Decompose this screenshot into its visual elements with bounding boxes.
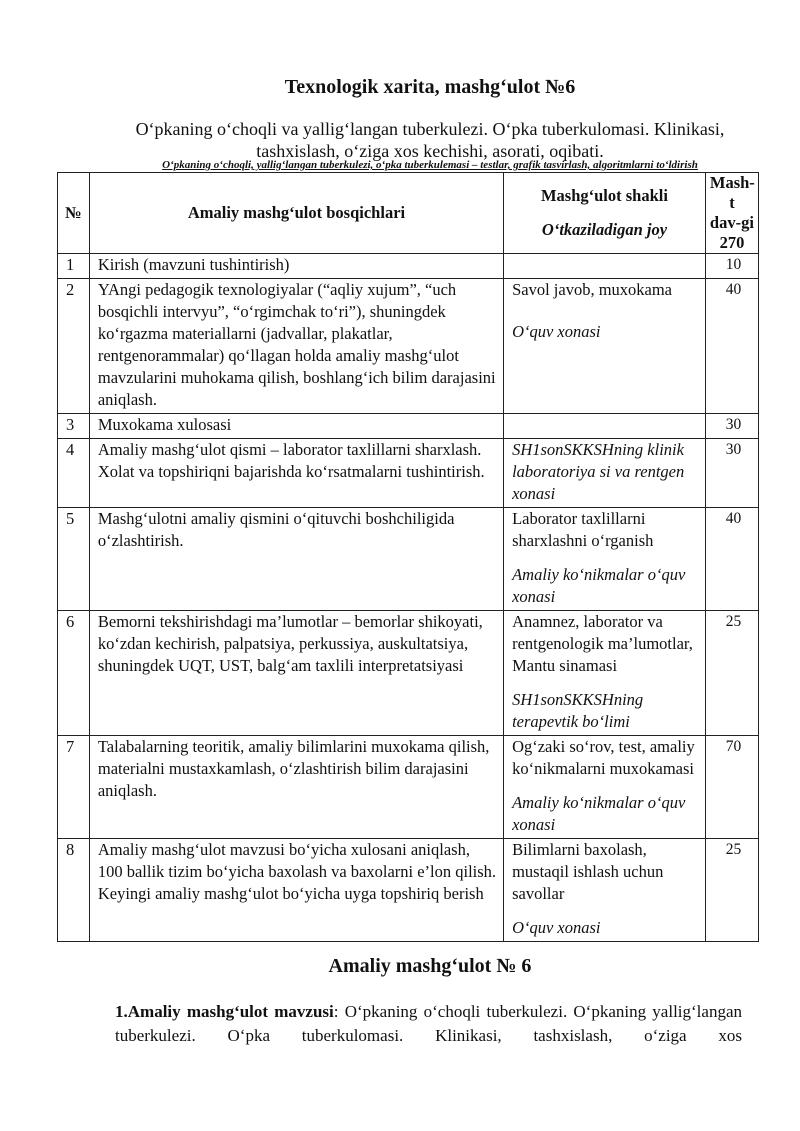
row-form-text: Savol javob, muxokama xyxy=(512,280,673,299)
row-stage: Amaliy mashg‘ulot mavzusi bo‘yicha xulosani aniqlash, 100 ballik tizim bo‘yicha baxolash va baxolarni e’lon qilish. Keyingi amaliy mashg‘ulot bo‘yicha uyga topshiriq berish xyxy=(89,839,503,942)
row-stage: Muxokama xulosasi xyxy=(89,414,503,439)
row-time: 70 xyxy=(705,736,758,839)
table-row xyxy=(58,279,759,414)
header-form xyxy=(504,173,706,254)
row-form xyxy=(504,254,706,279)
header-time xyxy=(705,173,758,254)
row-stage: Bemorni tekshirishdagi ma’lumotlar – bemorlar shikoyati, ko‘zdan kechirish, palpatsiya, perkussiya, auskultatsiya, shuningdek UQT, UST, balg‘am taxlili interpretatsiyasi xyxy=(89,611,503,736)
table-row xyxy=(58,611,759,736)
row-time: 25 xyxy=(705,839,758,942)
topic-label: 1.Amaliy mashg‘ulot mavzusi xyxy=(115,1002,334,1021)
row-place: SH1sonSKKSHning klinik laboratoriya si va rentgen xonasi xyxy=(512,440,685,503)
row-time: 30 xyxy=(705,439,758,508)
page-subtitle: O‘pkaning o‘choqli va yallig‘langan tuberkulezi. O‘pka tuberkulomasi. Klinikasi, tashxislash, o‘ziga xos kechishi, asorati, oqibati. xyxy=(135,119,725,161)
row-num: 2 xyxy=(58,279,90,414)
row-form xyxy=(504,414,706,439)
row-form xyxy=(504,736,706,839)
table-row xyxy=(58,839,759,942)
row-stage: Amaliy mashg‘ulot qismi – laborator taxlillarni sharxlash. Xolat va topshiriqni bajarishda ko‘rsatmalarni tushintirish. xyxy=(89,439,503,508)
section-title: Amaliy mashg‘ulot № 6 xyxy=(328,955,532,977)
table-row xyxy=(58,439,759,508)
row-form xyxy=(504,508,706,611)
topic-paragraph xyxy=(115,1000,742,1048)
row-num: 1 xyxy=(58,254,90,279)
row-stage: YAngi pedagogik texnologiyalar (“aqliy xujum”, “uch bosqichli intervyu”, “o‘rgimchak to‘ri”), shuningdek ko‘rgazma materiallarni (jadvallar, plakatlar, rentgenorammalar) qo‘llagan holda amaliy mashg‘ulot mavzularini muhokama qilish, boshlang‘ich bilim darajasini aniqlash. xyxy=(89,279,503,414)
row-num: 4 xyxy=(58,439,90,508)
subtitle-note: O‘pkaning o‘choqli, yallig‘langan tuberkulezi, o‘pka tuberkulemasi – testlar, grafik tasvirlash, algoritmlarni to‘ldirish xyxy=(162,159,698,171)
header-place-label: O‘tkaziladigan joy xyxy=(541,220,668,239)
row-num: 5 xyxy=(58,508,90,611)
table-row xyxy=(58,254,759,279)
row-time: 40 xyxy=(705,279,758,414)
row-form-text: Og‘zaki so‘rov, test, amaliy ko‘nikmalarni muxokamasi xyxy=(512,737,695,778)
row-form xyxy=(504,839,706,942)
row-time: 10 xyxy=(705,254,758,279)
header-num: № xyxy=(58,173,90,254)
row-num: 3 xyxy=(58,414,90,439)
technology-map-table xyxy=(57,172,759,942)
row-form-text: Anamnez, laborator va rentgenologik ma’lumotlar, Mantu sinamasi xyxy=(512,612,693,675)
row-form xyxy=(504,439,706,508)
header-time-line1: Mash-t xyxy=(709,173,755,212)
header-time-line3: 270 xyxy=(719,233,745,252)
row-stage: Mashg‘ulotni amaliy qismini o‘qituvchi boshchiligida o‘zlashtirish. xyxy=(89,508,503,611)
table-row xyxy=(58,414,759,439)
table-row xyxy=(58,508,759,611)
page-title: Texnologik xarita, mashg‘ulot №6 xyxy=(284,76,576,98)
row-place: Amaliy ko‘nikmalar o‘quv xonasi xyxy=(512,565,686,606)
row-num: 8 xyxy=(58,839,90,942)
row-time: 25 xyxy=(705,611,758,736)
row-time: 30 xyxy=(705,414,758,439)
header-time-line2: dav-gi xyxy=(709,213,754,232)
row-num: 7 xyxy=(58,736,90,839)
row-stage: Kirish (mavzuni tushintirish) xyxy=(89,254,503,279)
row-time: 40 xyxy=(705,508,758,611)
row-place: O‘quv xonasi xyxy=(512,322,601,341)
row-form-text: Laborator taxlillarni sharxlashni o‘rganish xyxy=(512,509,654,550)
row-stage: Talabalarning teoritik, amaliy bilimlarini muxokama qilish, materialni mustaxkamlash, o‘zlashtirish bilim darajasini aniqlash. xyxy=(89,736,503,839)
header-stage: Amaliy mashg‘ulot bosqichlari xyxy=(89,173,503,254)
row-form xyxy=(504,611,706,736)
row-num: 6 xyxy=(58,611,90,736)
table-header-row xyxy=(58,173,759,254)
table-row xyxy=(58,736,759,839)
header-form-label: Mashg‘ulot shakli xyxy=(540,186,668,205)
row-place: SH1sonSKKSHning terapevtik bo‘limi xyxy=(512,690,644,731)
row-form xyxy=(504,279,706,414)
topic-text: : O‘pkaning o‘choqli tuberkulezi. O‘pkaning yallig‘langan tuberkulezi. O‘pka tuberkulomasi. Klinikasi, tashxislash, o‘ziga xos xyxy=(115,1002,742,1045)
row-form-text: Bilimlarni baxolash, mustaqil ishlash uchun savollar xyxy=(512,840,664,903)
row-place: Amaliy ko‘nikmalar o‘quv xonasi xyxy=(512,793,686,834)
row-place: O‘quv xonasi xyxy=(512,918,601,937)
